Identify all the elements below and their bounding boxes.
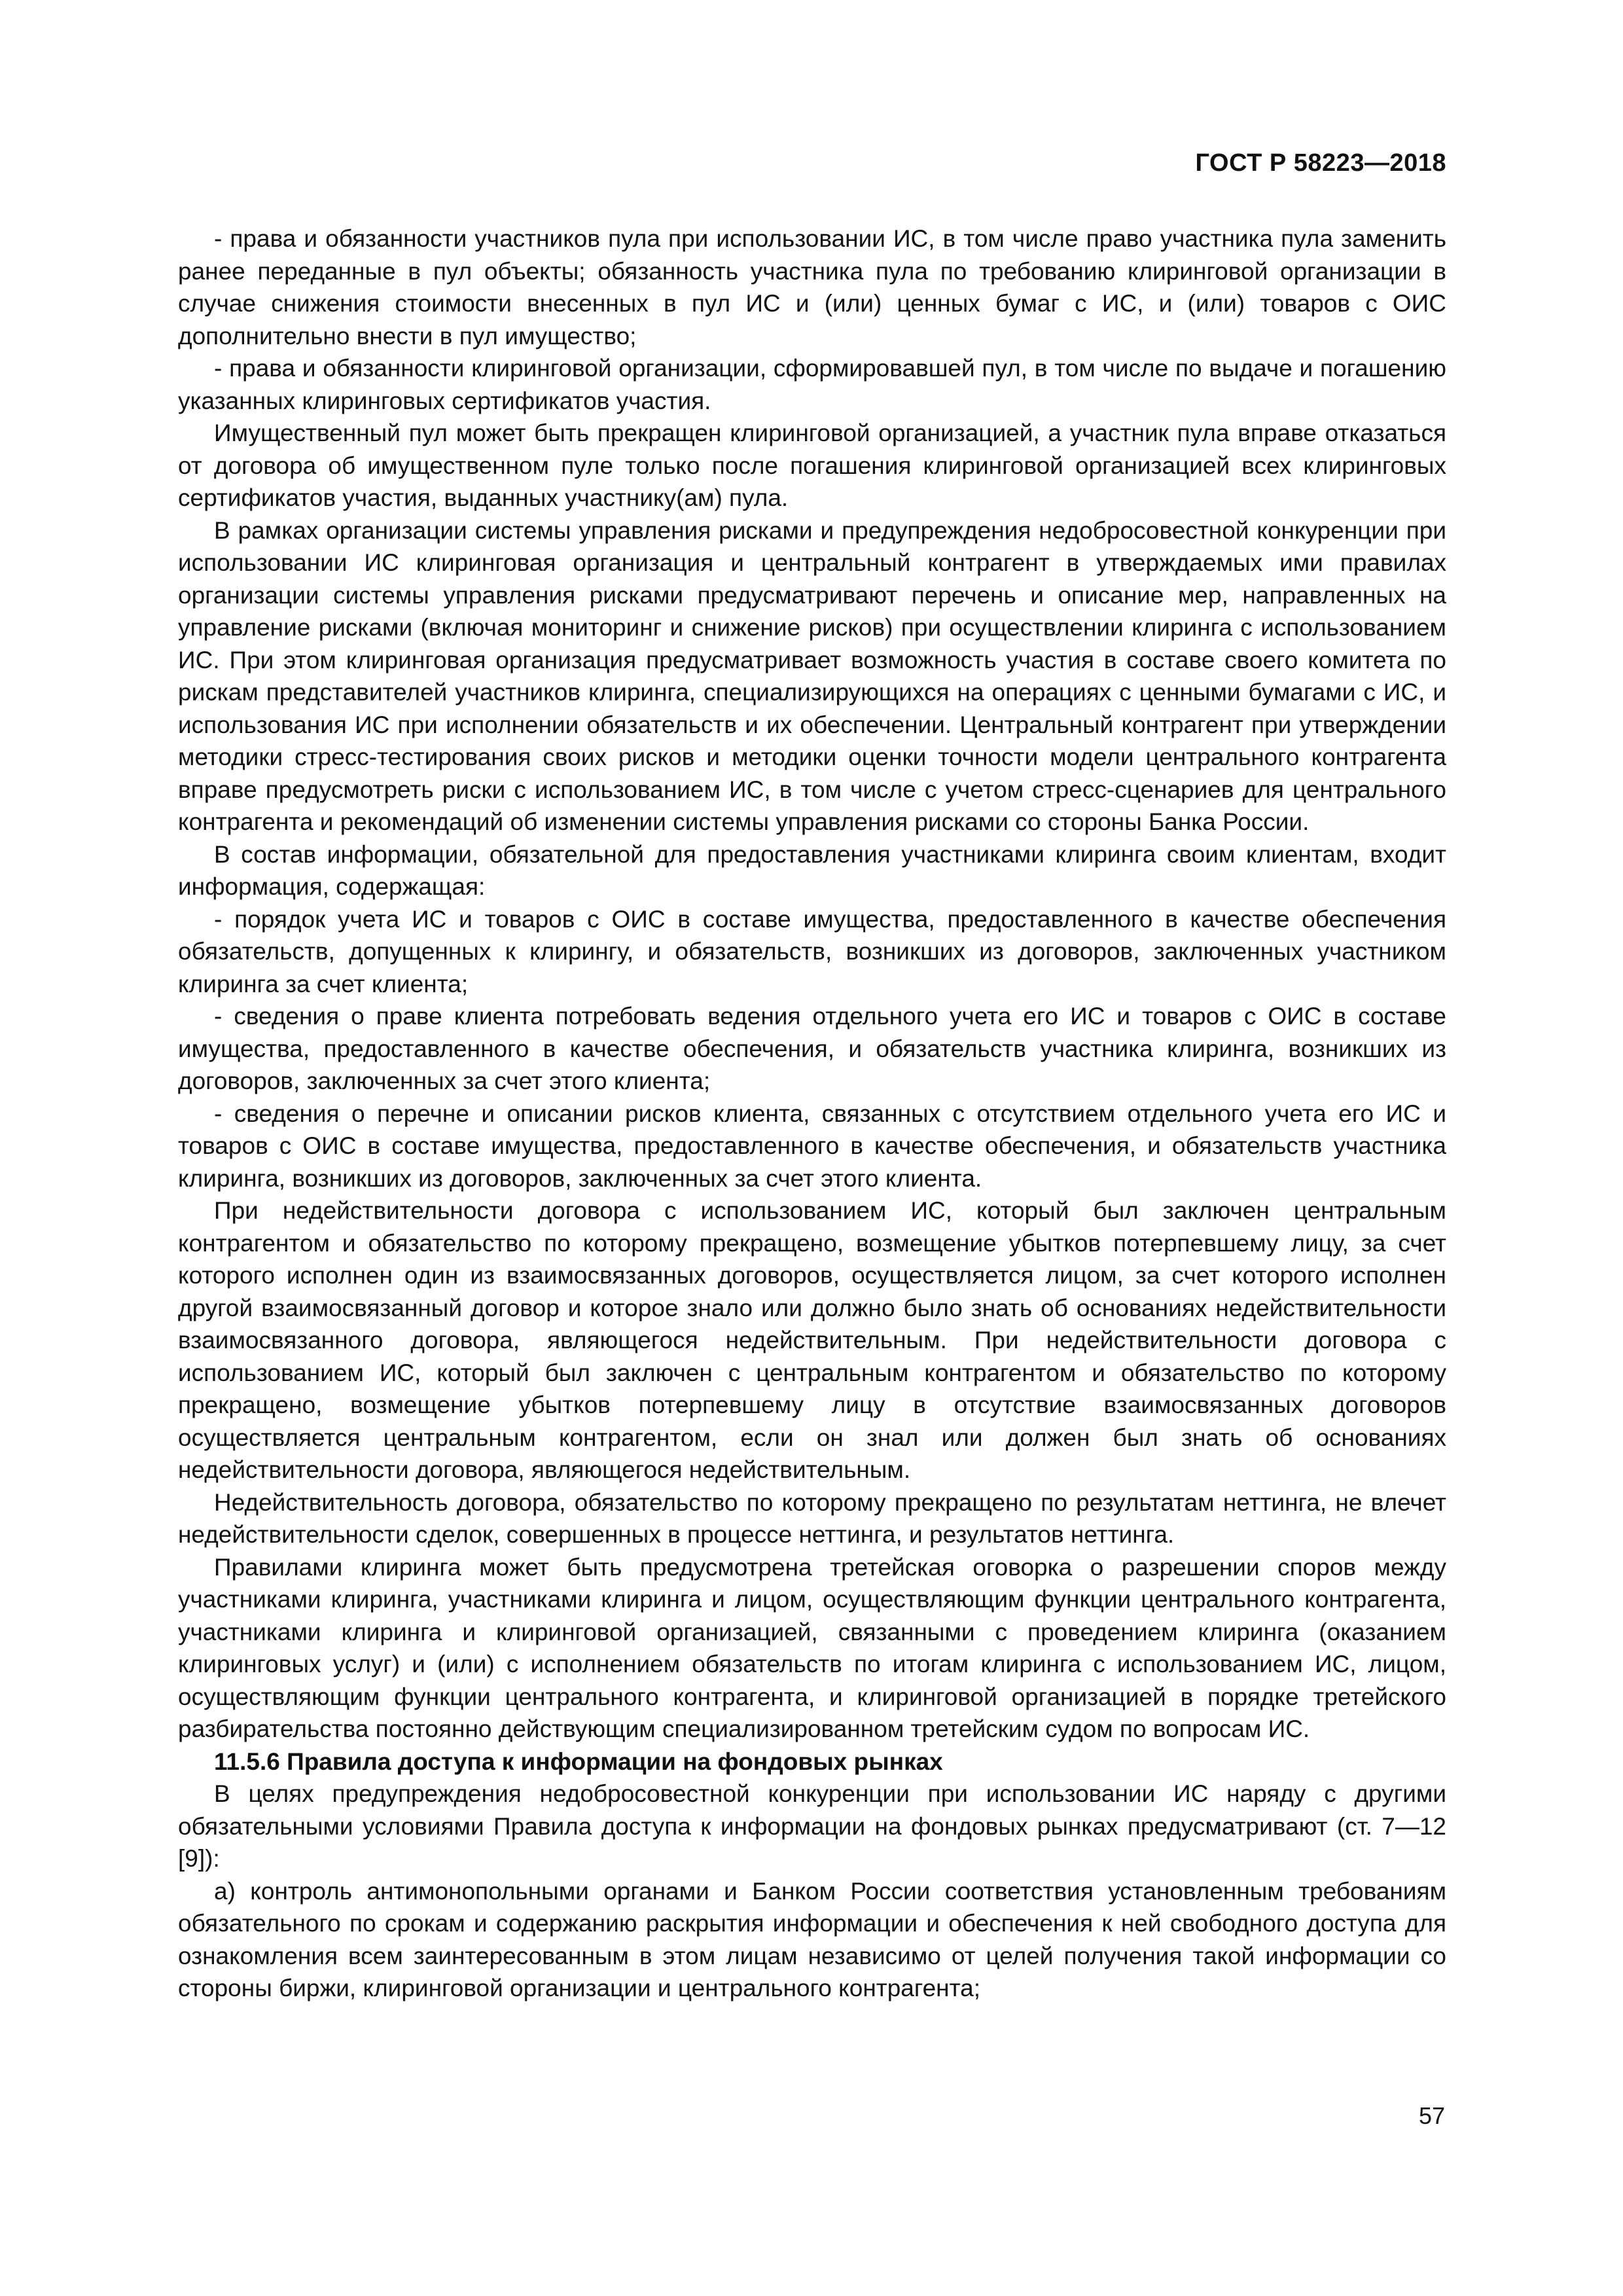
document-id: ГОСТ Р 58223—2018: [1195, 149, 1446, 177]
body-paragraph: В рамках организации системы управления рисками и предупреждения недобросовестной конкуренции при использовании ИС клиринговая организация и центральный контрагент в утверждаемых ими правилах организации системы управления рисками предусматривают перечень и описание мер, направленных на управление рисками (включая мониторинг и снижение рисков) при осуществлении клиринга с использованием ИС. При этом клиринговая организация предусматривает возможность участия в составе своего комитета по рискам представителей участников клиринга, специализирующихся на операциях с ценными бумагами с ИС, и использования ИС при исполнении обязательств и их обеспечении. Центральный контрагент при утверждении методики стресс-тестирования своих рисков и методики оценки точности модели центрального контрагента вправе предусмотреть риски с использованием ИС, в том числе с учетом стресс-сценариев для центрального контрагента и рекомендаций об изменении системы управления рисками со стороны Банка России.: [178, 516, 1446, 835]
body-paragraph: - права и обязанности клиринговой организации, сформировавшей пул, в том числе по выдаче и погашению указанных клиринговых сертификатов участия.: [178, 355, 1446, 414]
body-paragraph: - сведения о праве клиента потребовать ведения отдельного учета его ИС и товаров с ОИС в составе имущества, предоставленного в качестве обеспечения, и обязательств участника клиринга, возникших из договоров, заключенных за счет этого клиента;: [178, 1003, 1446, 1094]
section-heading: 11.5.6 Правила доступа к информации на фондовых рынках: [214, 1748, 943, 1775]
body-paragraph: Правилами клиринга может быть предусмотрена третейская оговорка о разрешении споров между участниками клиринга, участниками клиринга и лицом, осуществляющим функции центрального контрагента, участниками клиринга и клиринговой организацией, связанными с проведением клиринга (оказанием клиринговых услуг) и (или) с исполнением обязательств по итогам клиринга с использованием ИС, лицом, осуществляющим функции центрального контрагента, и клиринговой организацией в порядке третейского разбирательства постоянно действующим специализированном третейским судом по вопросам ИС.: [178, 1553, 1446, 1742]
body-paragraph: В целях предупреждения недобросовестной конкуренции при использовании ИС наряду с другими обязательными условиями Правила доступа к информации на фондовых рынках предусматривают (ст. 7—12 [9]):: [178, 1780, 1446, 1872]
body-paragraph: - сведения о перечне и описании рисков клиента, связанных с отсутствием отдельного учета его ИС и товаров с ОИС в составе имущества, предоставленного в качестве обеспечения, и обязательств участника клиринга, возникших из договоров, заключенных за счет этого клиента.: [178, 1100, 1446, 1192]
document-body: [178, 223, 1446, 2005]
page-number: 57: [1418, 2102, 1445, 2129]
body-paragraph: а) контроль антимонопольными органами и Банком России соответствия установленным требованиям обязательного по срокам и содержанию раскрытия информации и обеспечения к ней свободного доступа для ознакомления всем заинтересованным в этом лицам независимо от целей получения такой информации со стороны биржи, клиринговой организации и центрального контрагента;: [178, 1877, 1446, 2001]
body-paragraph: - порядок учета ИС и товаров с ОИС в составе имущества, предоставленного в качестве обеспечения обязательств, допущенных к клирингу, и обязательств, возникших из договоров, заключенных участником клиринга за счет клиента;: [178, 905, 1446, 997]
body-paragraph: Недействительность договора, обязательство по которому прекращено по результатам неттинга, не влечет недействительности сделок, совершенных в процессе неттинга, и результатов неттинга.: [178, 1488, 1446, 1548]
body-paragraph: При недействительности договора с использованием ИС, который был заключен центральным контрагентом и обязательство по которому прекращено, возмещение убытков потерпевшему лицу, за счет которого исполнен один из взаимосвязанных договоров, осуществляется лицом, за счет которого исполнен другой взаимосвязанный договор и которое знало или должно было знать об основаниях недействительности взаимосвязанного договора, являющегося недействительным. При недействительности договора с использованием ИС, который был заключен с центральным контрагентом и обязательство по которому прекращено, возмещение убытков потерпевшему лицу в отсутствие взаимосвязанных договоров осуществляется центральным контрагентом, если он знал или должен был знать об основаниях недействительности договора, являющегося недействительным.: [178, 1197, 1446, 1483]
body-paragraph: - права и обязанности участников пула при использовании ИС, в том числе право участника пула заменить ранее переданные в пул объекты; обязанность участника пула по требованию клиринговой организации в случае снижения стоимости внесенных в пул ИС и (или) ценных бумаг с ИС, и (или) товаров с ОИС дополнительно внести в пул имущество;: [178, 225, 1446, 350]
body-paragraph: Имущественный пул может быть прекращен клиринговой организацией, а участник пула вправе отказаться от договора об имущественном пуле только после погашения клиринговой организацией всех клиринговых сертификатов участия, выданных участнику(ам) пула.: [178, 420, 1446, 511]
body-paragraph: В состав информации, обязательной для предоставления участниками клиринга своим клиентам, входит информация, содержащая:: [178, 840, 1446, 900]
